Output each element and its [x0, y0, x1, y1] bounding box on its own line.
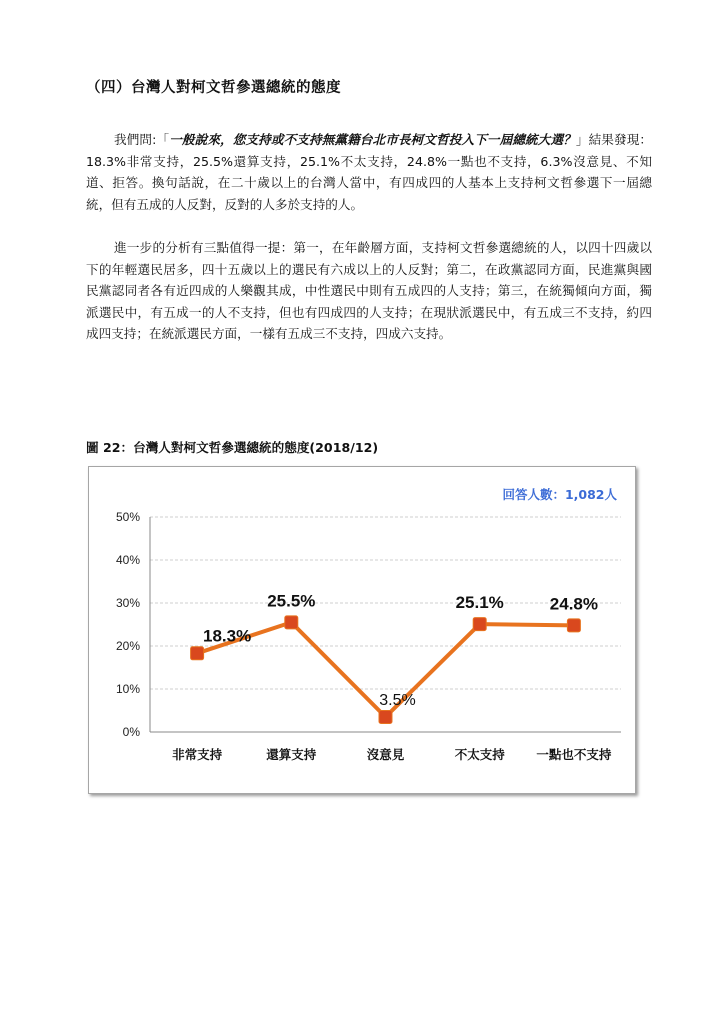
line-chart	[89, 467, 635, 793]
data-point	[285, 616, 298, 629]
question-lead: 我們問:「	[114, 132, 170, 147]
survey-question: 一般說來，您支持或不支持無黨籍台北市長柯文哲投入下一屆總統大選？	[169, 132, 576, 147]
result-text: 結果發現：18.3%非常支持，25.5%還算支持，25.1%不太支持，24.8%一點也不支持，6.3%沒意見、不知道、拒答。換句話說，在二十歲以上的台灣人當中，有四成四的人基本上支持柯文哲參選下一屆總統，但有五成的人反對，反對的人多於支持的人。	[86, 132, 653, 212]
y-tick-label: 0%	[122, 725, 140, 739]
x-tick-label: 非常支持	[172, 747, 223, 762]
x-tick-label: 一點也不支持	[536, 747, 612, 762]
data-point	[473, 618, 486, 631]
x-tick-label: 不太支持	[454, 747, 505, 762]
y-tick-label: 40%	[115, 553, 140, 567]
data-point	[191, 647, 204, 660]
data-point	[567, 619, 580, 632]
paragraph-analysis: 進一步的分析有三點值得一提：第一，在年齡層方面，支持柯文哲參選總統的人，以四十四歲以下的年輕選民居多，四十五歲以上的選民有六成以上的人反對；第二，在政黨認同方面，民進黨與國民黨認同者各有近四成的人樂觀其成，中性選民中則有五成四的人支持；第三，在統獨傾向方面，獨派選民中，有五成一的人不支持，但也有四成四的人支持；在現狀派選民中，有五成三不支持，約四成四支持；在統派選民方面，一樣有五成三不支持，四成六支持。	[86, 240, 652, 341]
data-label: 18.3%	[202, 626, 252, 646]
paragraph-question-result	[86, 129, 652, 215]
y-tick-label: 10%	[115, 682, 140, 696]
data-label: 3.5%	[379, 691, 416, 709]
data-label: 25.1%	[455, 593, 504, 613]
chart-frame	[88, 466, 636, 794]
respondent-count: 回答人數：1,082人	[502, 487, 617, 502]
section-title: （四）台灣人對柯文哲參選總統的態度	[86, 79, 341, 96]
x-tick-label: 沒意見	[366, 747, 405, 762]
question-close: 」	[575, 132, 589, 147]
data-point	[379, 710, 392, 723]
x-tick-label: 還算支持	[266, 747, 317, 762]
data-label: 24.8%	[549, 594, 599, 614]
y-tick-label: 50%	[115, 510, 140, 524]
y-tick-label: 30%	[115, 596, 140, 610]
data-label: 25.5%	[267, 591, 316, 611]
y-tick-label: 20%	[115, 639, 140, 653]
figure-caption: 圖 22：台灣人對柯文哲參選總統的態度(2018/12)	[86, 440, 379, 455]
